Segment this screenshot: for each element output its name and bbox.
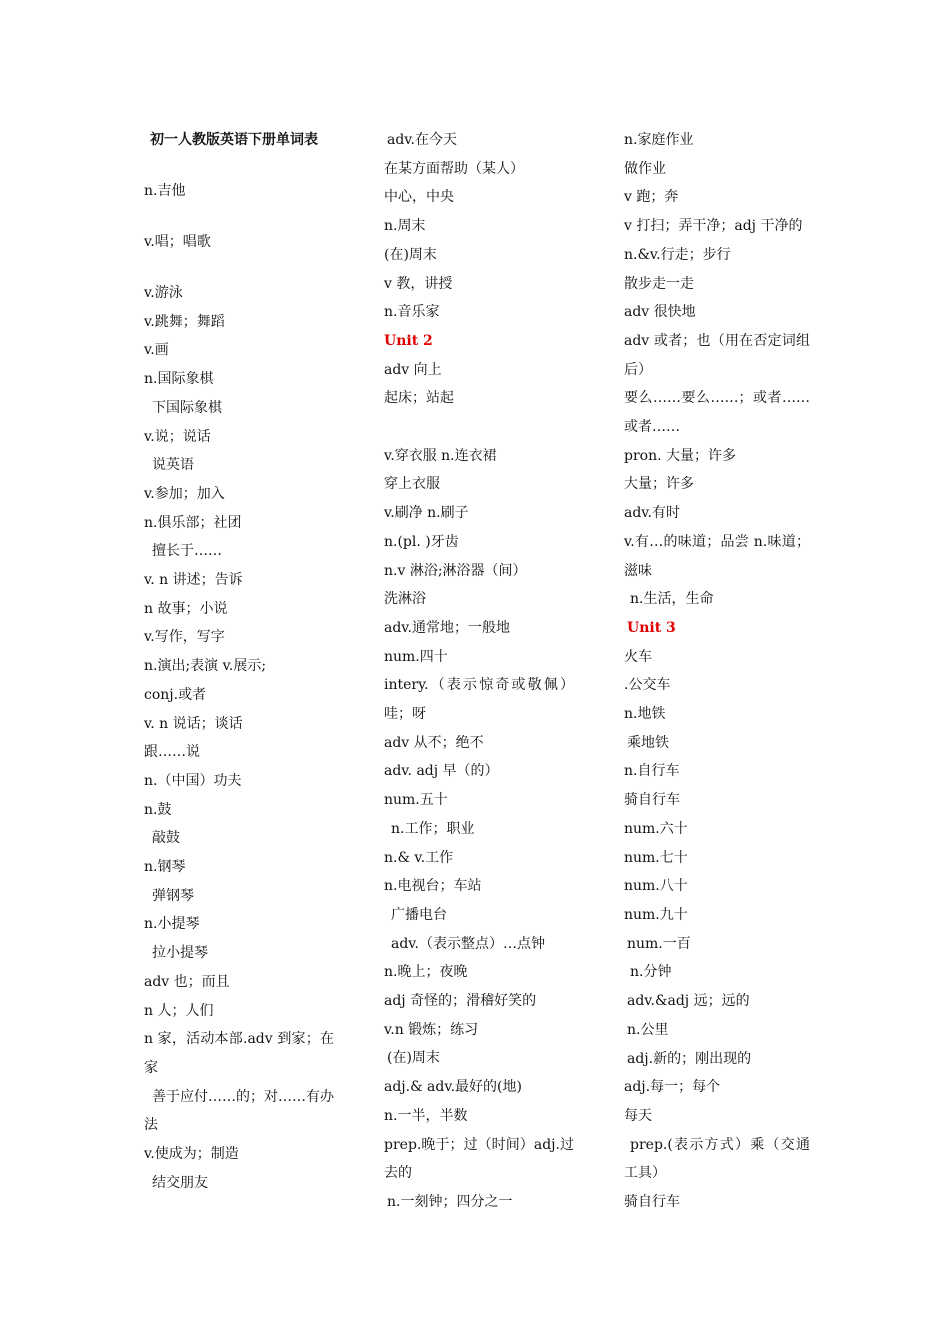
vocab-entry: 大量；许多 — [624, 476, 694, 493]
vocab-entry: n 人；人们 — [144, 1002, 214, 1019]
vocab-entry: num.四十 — [384, 648, 448, 665]
vocab-entry: n.(pl. )牙齿 — [384, 533, 459, 550]
vocab-entry: 结交朋友 — [152, 1174, 208, 1191]
vocab-entry: n.俱乐部；社团 — [144, 514, 242, 531]
vocab-entry: intery.（表示惊奇或敬佩）哇；呀 — [384, 677, 574, 723]
unit-heading: Unit 2 — [384, 332, 433, 349]
unit-heading: Unit 3 — [627, 619, 676, 636]
vocab-entry: n.地铁 — [624, 706, 666, 723]
vocab-entry: n.& v.工作 — [384, 849, 454, 866]
vocab-entry: adv 很快地 — [624, 304, 696, 321]
vocab-entry: 火车 — [624, 648, 652, 665]
vocab-entry: 跟……说 — [144, 744, 200, 761]
vocab-entry: .公交车 — [624, 677, 671, 694]
vocab-entry: 骑自行车 — [624, 792, 680, 809]
vocab-entry: 说英语 — [152, 457, 194, 474]
vocab-entry: n.v 淋浴;淋浴器（间） — [384, 562, 527, 579]
vocab-entry: v. n 讲述；告诉 — [144, 572, 243, 589]
vocab-entry: adv.通常地；一般地 — [384, 619, 511, 636]
vocab-entry: 中心，中央 — [384, 189, 454, 206]
vocab-entry: v.写作，写字 — [144, 629, 225, 646]
vocab-entry: conj.或者 — [144, 686, 207, 703]
page-title: 初一人教版英语下册单词表 — [150, 132, 318, 148]
vocab-entry: n.吉他 — [144, 183, 186, 199]
vocab-entry: n.（中国）功夫 — [144, 772, 242, 789]
vocab-entry: num.七十 — [624, 849, 688, 866]
vocab-entry: n.家庭作业 — [624, 132, 694, 148]
vocab-entry: adv 或者；也（用在否定词组后） — [624, 332, 810, 378]
vocab-entry: 要么……要么……；或者……或者…… — [624, 390, 810, 436]
vocab-entry: v.说；说话 — [144, 428, 211, 445]
vocab-entry: 骑自行车 — [624, 1194, 680, 1211]
vocab-entry: adv.有时 — [624, 505, 681, 522]
vocab-entry: 每天 — [624, 1107, 652, 1124]
vocab-entry: n.音乐家 — [384, 304, 440, 321]
vocab-entry: adv 从不；绝不 — [384, 734, 484, 751]
vocab-entry: n.钢琴 — [144, 859, 186, 876]
vocab-entry: num.八十 — [624, 878, 688, 895]
vocab-entry: 做作业 — [624, 160, 666, 177]
vocab-entry: 下国际象棋 — [152, 399, 222, 416]
vocab-entry: n.小提琴 — [144, 916, 200, 933]
vocab-entry: n.周末 — [384, 218, 426, 235]
vocab-entry: 善于应付……的；对……有办法 — [144, 1088, 334, 1134]
vocab-entry: num.九十 — [624, 906, 688, 923]
vocab-entry: n.工作；职业 — [391, 820, 475, 837]
vocab-entry: num.五十 — [384, 792, 448, 809]
vocab-entry: num.六十 — [624, 820, 688, 837]
vocab-entry: v.跳舞；舞蹈 — [144, 313, 225, 330]
vocab-entry: num.一百 — [627, 935, 691, 952]
vocab-entry: n.演出;表演 v.展示; — [144, 658, 267, 675]
vocab-entry: n.&v.行走；步行 — [624, 246, 731, 263]
vocab-entry: v 教，讲授 — [384, 275, 453, 292]
vocab-entry: n.自行车 — [624, 763, 680, 780]
column-1 — [144, 126, 334, 1198]
vocab-entry: adv.&adj 远；远的 — [627, 993, 750, 1010]
vocab-entry: v.刷净 n.刷子 — [384, 505, 469, 522]
vocab-entry: prep.(表示方式）乘（交通工具） — [624, 1136, 810, 1182]
vocab-entry: adv 也；而且 — [144, 973, 230, 990]
vocab-entry: n.晚上；夜晚 — [384, 964, 468, 981]
vocab-entry: 敲鼓 — [152, 830, 180, 847]
vocab-entry: n 故事；小说 — [144, 600, 228, 617]
vocab-entry: 起床；站起 — [384, 390, 454, 407]
vocab-entry: 擅长于…… — [152, 543, 222, 560]
vocab-entry: prep.晚于；过（时间）adj.过去的 — [384, 1136, 574, 1182]
vocab-entry: v.穿衣服 n.连衣裙 — [384, 447, 497, 464]
vocab-entry: 洗淋浴 — [384, 591, 426, 608]
column-2 — [384, 126, 574, 1217]
vocab-entry: v. n 说话；谈话 — [144, 715, 243, 732]
vocab-entry: n.国际象棋 — [144, 371, 214, 388]
vocab-entry: adj.& adv.最好的(地) — [384, 1079, 522, 1096]
vocab-entry: 穿上衣服 — [384, 476, 440, 493]
vocab-entry: adv. adj 早（的） — [384, 763, 499, 780]
vocab-entry: adv.在今天 — [387, 132, 458, 148]
vocab-entry: n.分钟 — [630, 964, 672, 981]
vocab-entry: v.有…的味道；品尝 n.味道；滋味 — [624, 533, 810, 579]
vocab-entry: 拉小提琴 — [152, 945, 208, 962]
vocab-entry: pron. 大量；许多 — [624, 447, 736, 464]
vocab-entry: n.鼓 — [144, 801, 172, 818]
vocab-entry: adj 奇怪的；滑稽好笑的 — [384, 993, 537, 1010]
vocab-entry: 弹钢琴 — [152, 887, 194, 904]
vocab-entry: v 打扫；弄干净；adj 干净的 — [624, 218, 803, 235]
vocab-entry: 在某方面帮助（某人） — [384, 160, 524, 177]
vocab-entry: n.一半，半数 — [384, 1107, 468, 1124]
vocab-entry: (在)周末 — [384, 246, 437, 263]
vocab-entry: v.画 — [144, 342, 169, 359]
vocab-entry: v.使成为；制造 — [144, 1146, 239, 1163]
vocab-entry: adj.新的；刚出现的 — [627, 1050, 752, 1067]
vocab-entry: n.生活，生命 — [630, 591, 714, 608]
vocab-entry: (在)周末 — [387, 1050, 440, 1067]
vocab-entry: n 家，活动本部.adv 到家；在家 — [144, 1031, 334, 1076]
vocab-entry: v.唱；唱歌 — [144, 234, 211, 250]
vocab-entry: v 跑；奔 — [624, 189, 679, 206]
vocab-entry: 散步走一走 — [624, 275, 694, 292]
vocab-entry: 乘地铁 — [627, 734, 669, 751]
vocab-entry: adv 向上 — [384, 361, 442, 378]
vocab-entry: n.电视台；车站 — [384, 878, 482, 895]
vocab-entry: v.游泳 — [144, 285, 183, 301]
vocab-entry: n.一刻钟；四分之一 — [387, 1194, 513, 1210]
column-3 — [624, 126, 810, 1217]
vocab-entry: 广播电台 — [391, 906, 447, 923]
vocab-entry: adv.（表示整点）…点钟 — [391, 935, 546, 952]
vocab-entry: v.参加；加入 — [144, 485, 225, 502]
vocab-entry: v.n 锻炼；练习 — [384, 1021, 479, 1038]
vocab-entry: adj.每一；每个 — [624, 1079, 721, 1096]
vocab-entry: n.公里 — [627, 1021, 669, 1038]
